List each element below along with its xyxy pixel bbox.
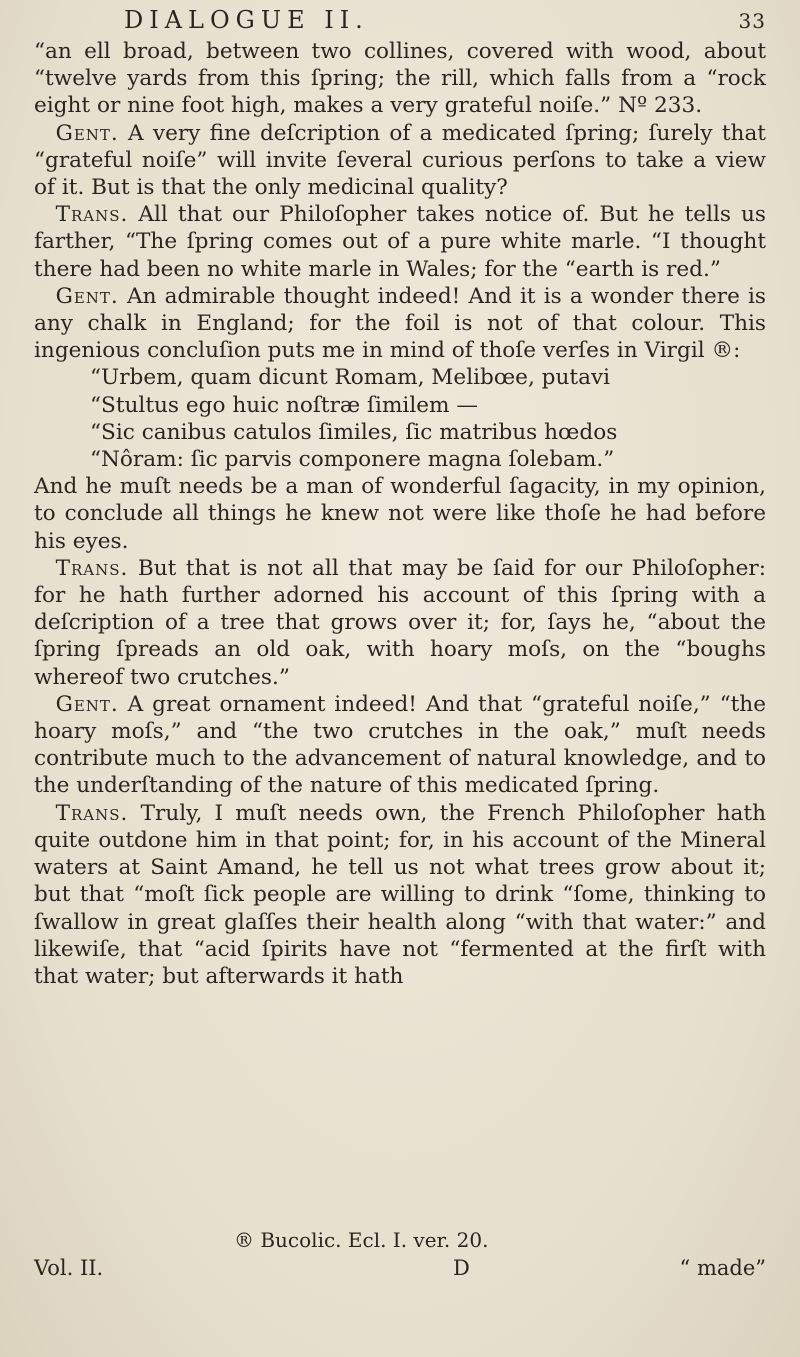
catchword: “ made” xyxy=(679,1256,766,1280)
speaker-label: Gent. xyxy=(55,120,119,146)
paragraph: “an ell broad, between two collines, covered with wood, about “twelve yards from this ſpring; the rill, which falls from a “rock eight or nine foot high, makes a very grateful noiſe.” Nº 233. xyxy=(34,39,766,119)
verse-line: “Nôram: ſic parvis componere magna ſolebam.” xyxy=(90,447,615,473)
page-footer xyxy=(34,1228,766,1280)
paragraph: Gent. A very fine deſcription of a medicated ſpring; ſurely that “grateful noiſe” will invite ſeveral curious perſons to take a view of it. But is that the only medicinal quality? xyxy=(34,120,766,201)
paragraph: Trans. But that is not all that may be ſaid for our Philoſopher: for he hath further adorned his account of this ſpring with a deſcription of a tree that grows over it; for, ſays he, “about the ſpring ſpreads an old oak, with hoary moſs, on the “boughs whereof two crutches.” xyxy=(34,555,766,690)
page-number: 33 xyxy=(738,9,766,33)
verse-line: “Sic canibus catulos ſimiles, ſic matribus hœdos xyxy=(90,419,618,445)
speaker-label: Trans. xyxy=(55,800,129,826)
verse-line: “Urbem, quam dicunt Romam, Melibœe, putavi xyxy=(90,365,611,391)
paragraph: Gent. An admirable thought indeed! And it is a wonder there is any chalk in England; for the foil is not of that colour. This ingenious concluſion puts me in mind of thoſe verſes in Virgil ®: xyxy=(34,283,766,364)
speaker-label: Gent. xyxy=(55,283,119,309)
speaker-label: Trans. xyxy=(55,202,129,228)
footer-line xyxy=(34,1256,766,1280)
verse-line: “Stultus ego huic noſtræ ſimilem — xyxy=(90,392,478,418)
speaker-label: Trans. xyxy=(55,555,129,581)
paragraph: And he muſt needs be a man of wonderful ſagacity, in my opinion, to conclude all things he knew not were like thoſe he had before his eyes. xyxy=(34,474,766,554)
signature-mark: D xyxy=(452,1256,470,1280)
paragraph: Gent. A great ornament indeed! And that “grateful noiſe,” “the hoary moſs,” and “the two crutches in the oak,” muſt needs contribute much to the advancement of natural knowledge, and to the underſtanding of the nature of this medicated ſpring. xyxy=(34,691,766,799)
speaker-label: Gent. xyxy=(55,691,119,717)
running-head xyxy=(34,2,766,38)
paragraph: Trans. All that our Philoſopher takes notice of. But he tells us farther, “The ſpring comes out of a pure white marle. “I thought there had been no white marle in Wales; for the “earth is red.” xyxy=(34,202,766,282)
volume-label: Vol. II. xyxy=(34,1256,104,1280)
paragraph: Trans. Truly, I muſt needs own, the French Philoſopher hath quite outdone him in that point; for, in his account of the Mineral waters at Saint Amand, he tell us not what trees grow about it; but that “moſt ſick people are willing to drink “ſome, thinking to ſwallow in great glaſſes their health along “with that water:” and likewiſe, that “acid ſpirits have not “fermented at the firſt with that water; but afterwards it hath xyxy=(34,800,766,989)
body-text xyxy=(34,38,766,990)
running-title: DIALOGUE II. xyxy=(124,6,369,34)
footnote: ® Bucolic. Ecl. I. ver. 20. xyxy=(234,1228,489,1252)
verse-quotation xyxy=(34,364,766,473)
